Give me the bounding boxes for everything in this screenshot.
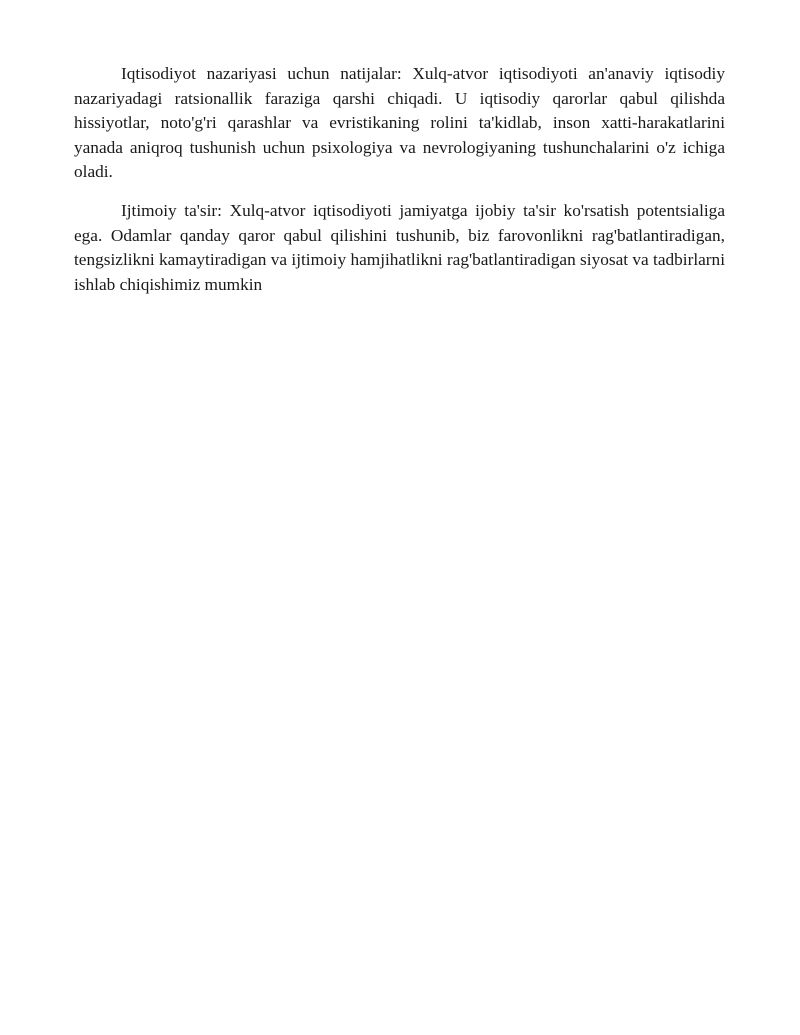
- paragraph-social-impact: Ijtimoiy ta'sir: Xulq-atvor iqtisodiyoti jamiyatga ijobiy ta'sir ko'rsatish potentsialiga ega. Odamlar qanday qaror qabul qilishini tushunib, biz farovonlikni rag'batlantiradigan, tengsizlikni kamaytiradigan va ijtimoiy hamjihatlikni rag'batlantiradigan siyosat va tadbirlarni ishlab chiqishimiz mumkin: [74, 200, 725, 294]
- paragraph-economic-theory: Iqtisodiyot nazariyasi uchun natijalar: Xulq-atvor iqtisodiyoti an'anaviy iqtisodiy nazariyadagi ratsionallik faraziga qarshi chiqadi. U iqtisodiy qarorlar qabul qilishda hissiyotlar, noto'g'ri qarashlar va evristikaning rolini ta'kidlab, inson xatti-harakatlarini yanada aniqroq tushunish uchun psixologiya va nevrologiyaning tushunchalarini o'z ichiga oladi.: [74, 64, 725, 182]
- document-body: [74, 62, 725, 311]
